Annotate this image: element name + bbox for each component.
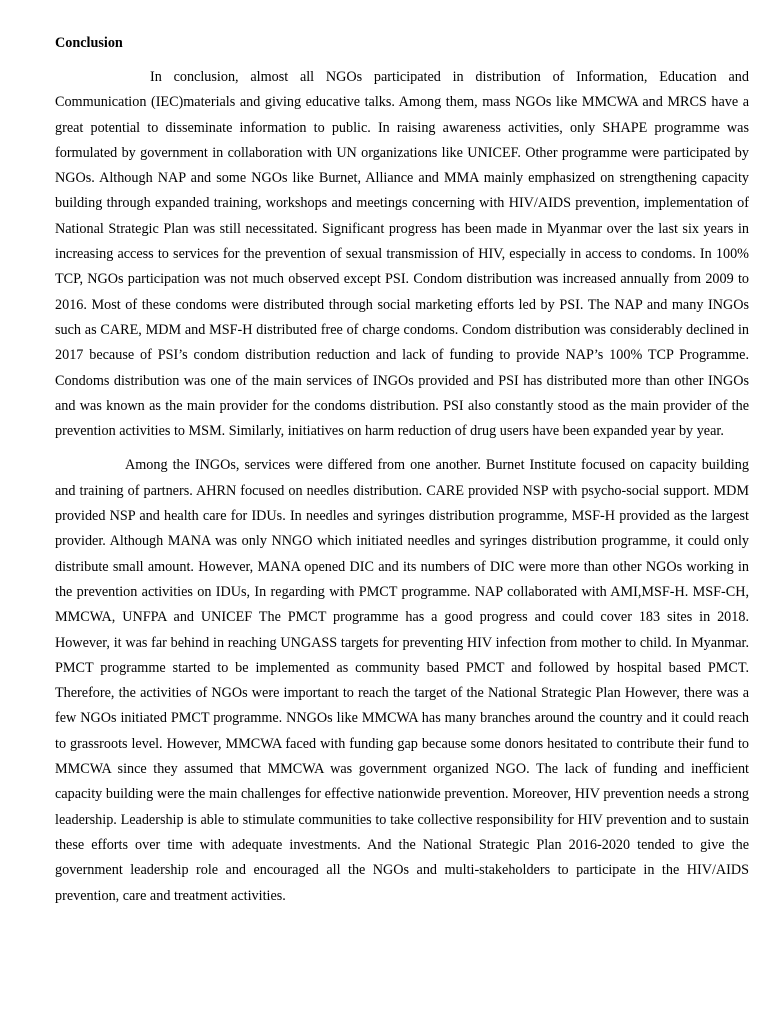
section-heading: Conclusion <box>55 35 123 51</box>
paragraph-1: In conclusion, almost all NGOs participated in distribution of Information, Education and Communication (IEC)materials and giving educative talks. Among them, mass NGOs like MMCWA and MRCS have a great potential to disseminate information to public. In raising awareness activities, only SHAPE programme was formulated by government in collaboration with UN organizations like UNICEF. Other programme were participated by NGOs. Although NAP and some NGOs like Burnet, Alliance and MMA mainly emphasized on strengthening capacity building through expanded training, workshops and meetings concerning with HIV/AIDS prevention, implementation of National Strategic Plan was still necessitated. Significant progress has been made in Myanmar over the last six years in increasing access to services for the prevention of sexual transmission of HIV, especially in access to condoms. In 100% TCP, NGOs participation was not much observed except PSI. Condom distribution was increased annually from 2009 to 2016. Most of these condoms were distributed through social marketing efforts led by PSI. The NAP and many INGOs such as CARE, MDM and MSF-H distributed free of charge condoms. Condom distribution was considerably declined in 2017 because of PSI’s condom distribution reduction and lack of funding to provide NAP’s 100% TCP Programme. Condoms distribution was one of the main services of INGOs provided and PSI has distributed more than other INGOs and was known as the main provider for the condoms distribution. PSI also constantly stood as the main provider of the prevention activities to MSM. Similarly, initiatives on harm reduction of drug users have been expanded year by year. <box>55 69 749 440</box>
document-page <box>55 31 749 909</box>
paragraph-2: Among the INGOs, services were differed from one another. Burnet Institute focused on capacity building and training of partners. AHRN focused on needles distribution. CARE provided NSP with psycho-social support. MDM provided NSP and health care for IDUs. In needles and syringes distribution programme, MSF-H provided as the largest provider. Although MANA was only NNGO which initiated needles and syringes distribution programme, it could only distribute small amount. However, MANA opened DIC and its numbers of DIC were more than other NGOs working in the prevention activities on IDUs, In regarding with PMCT programme. NAP collaborated with AMI,MSF-H. MSF-CH, MMCWA, UNFPA and UNICEF The PMCT programme has a good progress and could cover 183 sites in 2018. However, it was far behind in reaching UNGASS targets for preventing HIV infection from mother to child. In Myanmar. PMCT programme started to be implemented as community based PMCT and followed by hospital based PMCT. Therefore, the activities of NGOs were important to reach the target of the National Strategic Plan However, there was a few NGOs initiated PMCT programme. NNGOs like MMCWA has many branches around the country and it could reach to grassroots level. However, MMCWA faced with funding gap because some donors hesitated to contribute their fund to MMCWA since they assumed that MMCWA was government organized NGO. The lack of funding and inefficient capacity building were the main challenges for effective nationwide prevention. Moreover, HIV prevention needs a strong leadership. Leadership is able to stimulate communities to take collective responsibility for HIV prevention and to sustain these efforts over time with adequate investments. And the National Strategic Plan 2016-2020 tended to give the government leadership role and encouraged all the NGOs and multi-stakeholders to participate in the HIV/AIDS prevention, care and treatment activities. <box>55 457 749 904</box>
